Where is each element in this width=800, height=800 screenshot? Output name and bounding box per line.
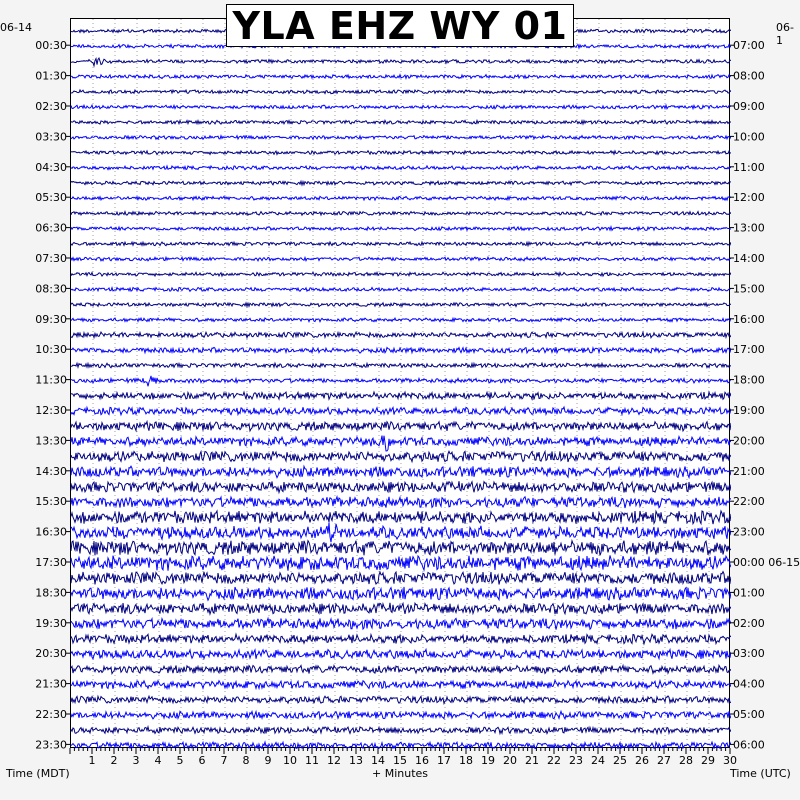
- right-time-label: 22:00: [733, 495, 765, 509]
- left-time-label: 14:30: [35, 464, 67, 478]
- right-time-label: 06:00: [733, 738, 765, 752]
- left-time-label: 07:30: [35, 252, 67, 265]
- x-axis-label: + Minutes: [372, 767, 429, 780]
- right-time-label: 20:00: [733, 434, 765, 448]
- x-tick-label: 7: [220, 754, 228, 767]
- seismic-trace: [71, 436, 731, 451]
- x-tick-label: 25: [613, 754, 627, 767]
- seismic-trace: [71, 120, 731, 124]
- right-time-label: 10:00: [733, 130, 765, 144]
- right-date-label: 06-1: [776, 21, 794, 47]
- seismic-trace: [71, 136, 731, 140]
- left-time-label: 15:30: [35, 495, 67, 509]
- left-time-label: 18:30: [35, 586, 67, 600]
- right-time-label: 08:00: [733, 69, 765, 83]
- left-time-label: 12:30: [35, 404, 67, 417]
- x-tick-label: 29: [701, 754, 715, 767]
- seismic-trace: [71, 257, 731, 261]
- seismic-trace: [71, 376, 731, 386]
- x-tick-label: 13: [349, 754, 363, 767]
- x-tick-label: 16: [415, 754, 429, 767]
- right-time-label: 09:00: [733, 100, 765, 113]
- right-time-label: 04:00: [733, 677, 765, 691]
- x-tick-label: 11: [305, 754, 319, 767]
- right-time-label: 13:00: [733, 221, 765, 235]
- x-tick-label: 4: [154, 754, 162, 767]
- left-time-label: 13:30: [35, 434, 67, 448]
- left-time-label: 19:30: [35, 616, 67, 630]
- left-time-label: 08:30: [35, 282, 67, 296]
- seismic-trace: [71, 422, 731, 431]
- x-tick-label: 2: [110, 754, 118, 767]
- x-tick-label: 22: [547, 754, 561, 767]
- right-time-label: 15:00: [733, 282, 765, 296]
- right-time-label: 05:00: [733, 708, 765, 721]
- x-tick-label: 8: [242, 754, 250, 767]
- x-tick-label: 3: [132, 754, 140, 767]
- right-time-label: 02:00: [733, 616, 765, 630]
- seismic-trace: [71, 451, 731, 462]
- seismic-trace: [71, 481, 731, 492]
- right-time-label: 03:00: [733, 647, 765, 661]
- left-time-label: 01:30: [35, 69, 67, 83]
- right-time-label: 11:00: [733, 160, 765, 174]
- x-tick-label: 10: [283, 754, 297, 767]
- x-tick-label: 1: [88, 754, 96, 767]
- left-time-label: 03:30: [35, 130, 67, 144]
- right-time-label: 01:00: [733, 586, 765, 600]
- left-time-label: 16:30: [35, 525, 67, 539]
- x-tick-label: 9: [264, 754, 272, 767]
- left-time-label: 23:30: [35, 738, 67, 752]
- seismogram-plot-area: [70, 18, 730, 748]
- seismic-trace: [71, 711, 731, 719]
- x-tick-label: 20: [503, 754, 517, 767]
- seismic-trace: [71, 511, 731, 524]
- seismic-trace: [71, 649, 731, 659]
- left-time-label: 04:30: [35, 160, 67, 174]
- right-time-label: 16:00: [733, 312, 765, 326]
- right-time-label: 00:00 06-15: [733, 556, 800, 569]
- left-time-label: 11:30: [35, 373, 67, 387]
- left-time-label: 00:30: [35, 39, 67, 53]
- left-time-label: 10:30: [35, 343, 67, 357]
- seismic-trace: [71, 696, 731, 703]
- seismic-trace: [71, 212, 731, 216]
- x-tick-label: 6: [198, 754, 206, 767]
- x-tick-label: 19: [481, 754, 495, 767]
- x-tick-label: 24: [591, 754, 605, 767]
- left-time-label: 17:30: [35, 556, 67, 569]
- seismic-trace: [71, 332, 731, 338]
- seismic-trace: [71, 555, 731, 570]
- right-time-label: 21:00: [733, 464, 765, 478]
- right-time-label: 07:00: [733, 39, 765, 53]
- x-tick-label: 23: [569, 754, 583, 767]
- left-time-label: 22:30: [35, 708, 67, 721]
- x-tick-label: 12: [327, 754, 341, 767]
- right-time-label: 18:00: [733, 373, 765, 387]
- seismic-trace: [71, 497, 731, 508]
- seismic-trace: [71, 347, 731, 353]
- seismic-trace: [71, 572, 731, 585]
- left-time-label: 05:30: [35, 191, 67, 205]
- x-tick-label: 28: [679, 754, 693, 767]
- seismic-trace: [71, 680, 731, 688]
- x-tick-label: 18: [459, 754, 473, 767]
- seismic-trace: [71, 288, 731, 292]
- seismic-trace: [71, 105, 731, 109]
- seismic-trace: [71, 665, 731, 673]
- x-tick-label: 5: [176, 754, 184, 767]
- left-time-label: 09:30: [35, 312, 67, 326]
- right-time-label: 23:00: [733, 525, 765, 539]
- left-axis-label: Time (MDT): [6, 767, 70, 780]
- left-time-label: 02:30: [35, 100, 67, 113]
- right-time-label: 19:00: [733, 404, 765, 417]
- x-tick-label: 27: [657, 754, 671, 767]
- left-date-label: 06-14: [0, 21, 32, 34]
- seismic-trace: [71, 541, 731, 556]
- x-tick-label: 21: [525, 754, 539, 767]
- right-axis-label: Time (UTC): [730, 767, 791, 780]
- x-tick-label: 30: [723, 754, 737, 767]
- seismic-trace: [71, 303, 731, 307]
- right-time-label: 12:00: [733, 191, 765, 205]
- left-time-label: 06:30: [35, 221, 67, 235]
- seismic-trace: [71, 587, 731, 600]
- x-tick-label: 14: [371, 754, 385, 767]
- seismic-trace: [71, 90, 731, 94]
- x-tick-label: 26: [635, 754, 649, 767]
- x-tick-label: 17: [437, 754, 451, 767]
- right-time-label: 14:00: [733, 252, 765, 265]
- x-tick-label: 15: [393, 754, 407, 767]
- left-time-label: 21:30: [35, 677, 67, 691]
- chart-title: YLA EHZ WY 01: [226, 4, 574, 47]
- seismogram-svg: [71, 19, 731, 749]
- right-time-label: 17:00: [733, 343, 765, 357]
- seismic-trace: [71, 603, 731, 614]
- left-time-label: 20:30: [35, 647, 67, 661]
- seismic-trace: [71, 407, 731, 415]
